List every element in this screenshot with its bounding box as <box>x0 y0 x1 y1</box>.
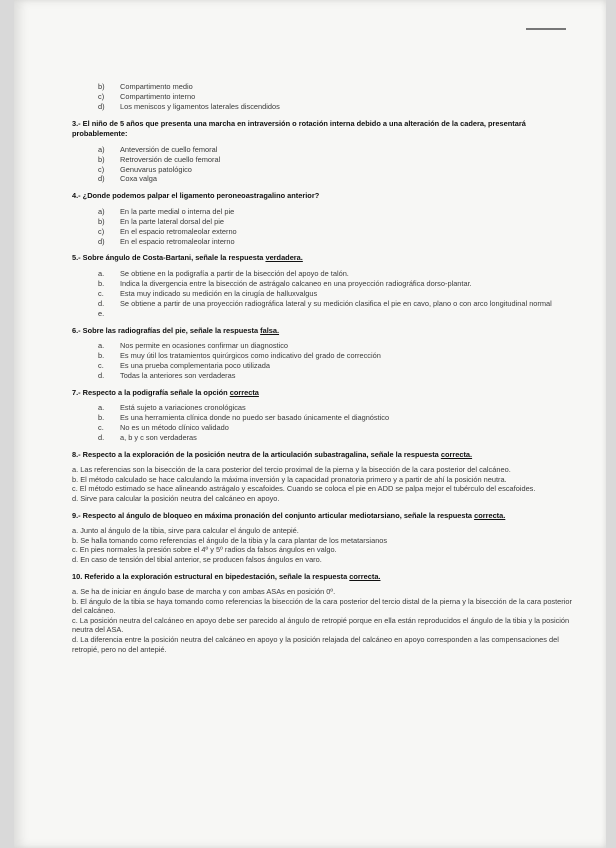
list-item <box>72 371 572 381</box>
list-item <box>72 227 572 237</box>
answer-paragraph: a. Las referencias son la bisección de la cara posterior del tercio proximal de la pierna y la bisección de la cara posterior del calcáneo. <box>72 465 511 475</box>
list-item <box>72 207 572 217</box>
question-title-emphasis: correcta <box>229 387 259 397</box>
question-6 <box>72 326 572 381</box>
list-item <box>72 174 572 184</box>
option-letter: b. <box>98 413 105 423</box>
option-text: Anteversión de cuello femoral <box>120 144 218 154</box>
option-letter: c) <box>98 164 105 174</box>
question-title-emphasis: falsa. <box>260 325 280 335</box>
option-letter: a. <box>98 268 105 278</box>
option-letter: b. <box>98 350 105 360</box>
question-8 <box>72 450 572 504</box>
question-title-text: 5.- Sobre ángulo de Costa-Bartani, señale la respuesta <box>72 253 266 263</box>
list-item <box>72 433 572 443</box>
option-letter: a) <box>98 206 105 216</box>
option-letter: c. <box>98 288 104 298</box>
question-title <box>72 450 572 461</box>
list-item <box>72 217 572 227</box>
list-item <box>72 102 572 112</box>
list-item <box>72 165 572 175</box>
list-item <box>72 309 572 319</box>
option-text: Se obtiene a partir de una proyección radiográfica lateral y su medición clasifica el pie en cavo, plano o con arco longitudinal normal <box>120 298 552 308</box>
question-title-emphasis: correcta. <box>349 571 381 581</box>
option-letter: e. <box>98 308 105 318</box>
list-item <box>72 289 572 299</box>
option-letter: d. <box>98 370 105 380</box>
question-title <box>72 572 572 583</box>
option-text: Es muy útil los tratamientos quirúrgicos como indicativo del grado de corrección <box>120 350 381 360</box>
list-item <box>72 413 572 423</box>
option-letter: c. <box>98 360 104 370</box>
answer-paragraph: c. El método estimado se hace alineando astrágalo y escafoides. Cuando se coloca el pie en ADD se palpa mejor el tubérculo del escafoides. <box>72 484 536 494</box>
option-text: En el espacio retromaleolar externo <box>120 226 237 236</box>
option-text: En la parte medial o interna del pie <box>120 206 235 216</box>
question-9 <box>72 511 572 565</box>
option-letter: a. <box>98 403 105 413</box>
option-text: En la parte lateral dorsal del pie <box>120 216 224 226</box>
question-3 <box>72 119 572 185</box>
option-text: Indica la divergencia entre la bisección de astrágalo calcaneo en una proyección radiográfica dorso-plantar. <box>120 278 472 288</box>
list-item <box>72 299 572 309</box>
option-letter: d) <box>98 101 105 111</box>
question-title-text: 9.- Respecto al ángulo de bloqueo en máxima pronación del conjunto articular mediotarsiano, señale la respuesta <box>72 510 475 520</box>
question-title: 4.- ¿Donde podemos palpar el ligamento peroneoastragalino anterior? <box>72 191 320 201</box>
question-title-emphasis: verdadera. <box>265 253 303 263</box>
list-item <box>72 423 572 433</box>
option-letter: a. <box>98 341 105 350</box>
option-text: Esta muy indicado su medición en la cirugía de halluxvalgus <box>120 288 318 298</box>
option-text: Es una prueba complementaria poco utilizada <box>120 360 270 370</box>
question-title-emphasis: correcta. <box>440 449 473 459</box>
option-letter: c) <box>98 226 105 236</box>
answer-paragraph: b. Se halla tomando como referencias el ángulo de la tibia y la cara plantar de los metatarsianos <box>72 535 388 545</box>
option-letter: c. <box>98 422 104 432</box>
question-10 <box>72 572 572 655</box>
answer-paragraph: d. Sirve para calcular la posición neutra del calcáneo en apoyo. <box>72 494 280 504</box>
question-title-text: 6.- Sobre las radiografías del pie, señale la respuesta <box>72 325 261 335</box>
option-letter: d) <box>98 174 105 184</box>
option-letter: b) <box>98 154 105 164</box>
option-text: En el espacio retromaleolar interno <box>120 236 235 246</box>
option-text: Los meniscos y ligamentos laterales discendidos <box>120 101 280 111</box>
option-letter: b. <box>98 278 105 288</box>
option-letter: b) <box>98 216 105 226</box>
corner-mark <box>526 28 566 30</box>
option-text: Compartimento interno <box>120 91 196 101</box>
question-title <box>72 388 572 399</box>
option-text: Nos permite en ocasiones confirmar un diagnostico <box>120 341 289 350</box>
answer-paragraph: b. El ángulo de la tibia se haya tomando como referencias la bisección de la cara posterior del tercio distal de la pierna y la bisección de la cara posterior del calcáneo. <box>72 596 572 616</box>
question-2-tail <box>72 82 572 112</box>
exam-content <box>72 82 572 654</box>
question-title-text: 7.- Respecto a la podigrafía señale la opción <box>72 387 230 397</box>
question-7 <box>72 388 572 443</box>
option-letter: a) <box>98 144 105 154</box>
option-text: Todas la anteriores son verdaderas <box>120 370 236 380</box>
list-item <box>72 403 572 413</box>
question-title: 3.- El niño de 5 años que presenta una marcha en intraversión o rotación interna debido a una alteración de la cadera, presentará probablemente: <box>72 118 526 139</box>
answer-paragraph: d. En caso de tensión del tibial anterior, se producen falsos ángulos en varo. <box>72 554 322 564</box>
option-text: a, b y c son verdaderas <box>120 432 197 442</box>
answer-paragraph: c. La posición neutra del calcáneo en apoyo debe ser parecido al ángulo de retropié porque en ella están reproducidos el ángulo de la tibia y la posición neutra del ASA. <box>72 615 570 635</box>
question-title <box>72 253 572 264</box>
answer-paragraph: c. En pies normales la presión sobre el 4º y 5º radios da falsos ángulos en valgo. <box>72 545 337 555</box>
answer-paragraph: a. Se ha de iniciar en ángulo base de marcha y con ambas ASAs en posición 0º. <box>72 587 336 596</box>
list-item <box>72 145 572 155</box>
list-item <box>72 155 572 165</box>
question-title <box>72 511 572 522</box>
option-text: Coxa valga <box>120 174 157 184</box>
option-text: Genuvarus patológico <box>120 164 192 174</box>
option-letter: b) <box>98 82 105 91</box>
list-item <box>72 82 572 92</box>
question-title-text: 8.- Respecto a la exploración de la posición neutra de la articulación subastragalina, señale la respuesta <box>72 449 441 459</box>
list-item <box>72 237 572 247</box>
option-letter: c) <box>98 91 105 101</box>
answer-paragraph: a. Junto al ángulo de la tibia, sirve para calcular el ángulo de antepié. <box>72 526 299 536</box>
option-text <box>120 309 572 319</box>
option-letter: d. <box>98 432 105 442</box>
question-title-text: 10. Referido a la exploración estructural en bipedestación, señale la respuesta <box>72 571 350 581</box>
answer-paragraph: b. El método calculado se hace calculando la máxima inversión y la capacidad pronatoria primero y a partir de ahí la posición neutra. <box>72 474 507 484</box>
option-text: No es un método clínico validado <box>120 422 229 432</box>
list-item <box>72 361 572 371</box>
option-text: Está sujeto a variaciones cronológicas <box>120 403 246 413</box>
option-text: Es una herramienta clínica donde no puedo ser basado únicamente el diagnóstico <box>120 413 390 423</box>
list-item <box>72 92 572 102</box>
option-text: Se obtiene en la podigrafía a partir de la bisección del apoyo de talón. <box>120 268 349 278</box>
question-5 <box>72 253 572 318</box>
list-item <box>72 269 572 279</box>
list-item <box>72 351 572 361</box>
question-4 <box>72 191 572 246</box>
list-item <box>72 341 572 351</box>
option-text: Retroversión de cuello femoral <box>120 154 221 164</box>
answer-paragraph: d. La diferencia entre la posición neutra del calcáneo en apoyo y la posición relajada del calcáneo en apoyo corresponden a las compensaciones del retropié, pero no del antepié. <box>72 634 559 654</box>
question-title-emphasis: correcta. <box>474 510 506 520</box>
option-text: Compartimento medio <box>120 82 193 91</box>
list-item <box>72 279 572 289</box>
question-title <box>72 326 572 337</box>
option-letter: d. <box>98 298 105 308</box>
scanned-page <box>14 0 606 848</box>
option-letter: d) <box>98 236 105 246</box>
